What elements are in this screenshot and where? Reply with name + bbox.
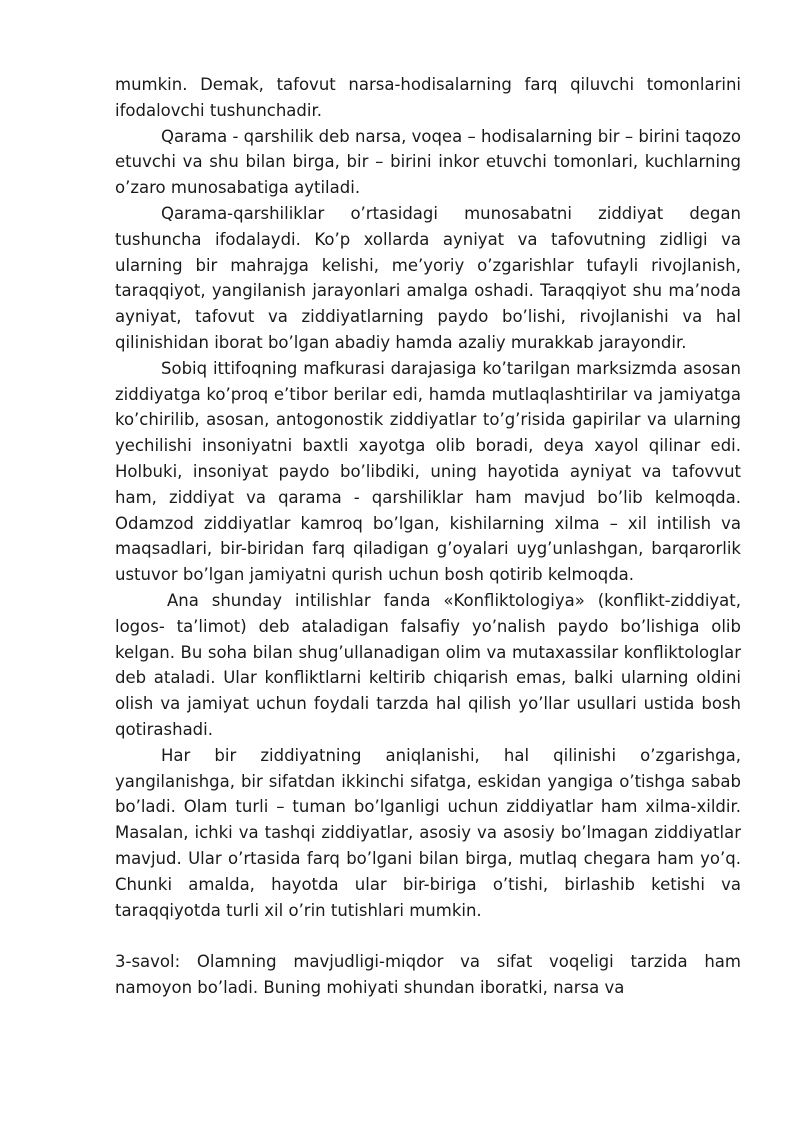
paragraph-resolution: Har bir ziddiyatning aniqlanishi, hal qilinishi o’zgarishga, yangilanishga, bir sifatdan ikkinchi sifatga, eskidan yangiga o’tishga sabab bo’ladi. Olam turli – tuman bo’lganligi uchun ziddiyatlar ham xilma-xildir. Masalan, ichki va tashqi ziddiyatlar, asosiy va asosiy bo’lmagan ziddiyatlar mavjud. Ular o’rtasida farq bo’lgani bilan birga, mutlaq chegara ham yo’q. Chunki amalda, hayotda ular bir-biriga o’tishi, birlashib ketishi va taraqqiyotda turli xil o’rin tutishlari mumkin.	[115, 745, 741, 920]
paragraph-conflictology: Ana shunday intilishlar fanda «Konfliktologiya» (konflikt-ziddiyat, logos- ta’limot) deb ataladigan falsafiy yo’nalish paydo bo’lishiga olib kelgan. Bu soha bilan shug’ullanadigan olim va mutaxassilar konfliktologlar deb ataladi. Ular konfliktlarni keltirib chiqarish emas, balki ularning oldini olish va jamiyat uchun foydali tarzda hal qilish yo’llar usullari ustida bosh qotirashadi.	[115, 590, 741, 739]
document-page	[115, 72, 741, 1001]
paragraph-marxism: Sobiq ittifoqning mafkurasi darajasiga ko’tarilgan marksizmda asosan ziddiyatga ko’proq e’tibor berilar edi, hamda mutlaqlashtirilar va jamiyatga ko’chirilib, asosan, antogonostik ziddiyatlar to’g’risida gapirilar va ularning yechilishi insoniyatni baxtli xayotga olib boradi, deya xayol qilinar edi. Holbuki, insoniyat paydo bo’libdiki, uning hayotida ayniyat va tafovvut ham, ziddiyat va qarama - qarshiliklar ham mavjud bo’lib kelmoqda. Odamzod ziddiyatlar kamroq bo’lgan, kishilarning xilma – xil intilish va maqsadlari, bir-biridan farq qiladigan g’oyalari uyg’unlashgan, barqarorlik ustuvor bo’lgan jamiyatni qurish uchun bosh qotirib kelmoqda.	[115, 358, 741, 585]
paragraph-contradiction-definition: Qarama - qarshilik deb narsa, voqea – hodisalarning bir – birini taqozo etuvchi va shu bilan birga, bir – birini inkor etuvchi tomonlari, kuchlarning o’zaro munosabatiga aytiladi.	[115, 126, 741, 198]
paragraph-question-3: 3-savol: Olamning mavjudligi-miqdor va sifat voqeligi tarzida ham namoyon bo’ladi. Buning mohiyati shundan iboratki, narsa va	[115, 952, 741, 998]
paragraph-gap	[115, 923, 741, 949]
paragraph-continuation: mumkin. Demak, tafovut narsa-hodisalarning farq qiluvchi tomonlarini ifodalovchi tushunchadir.	[115, 75, 741, 120]
paragraph-ziddiyat: Qarama-qarshiliklar o’rtasidagi munosabatni ziddiyat degan tushuncha ifodalaydi. Ko’p xollarda ayniyat va tafovutning zidligi va ularning bir mahrajga kelishi, me’yoriy o’zgarishlar tufayli rivojlanish, taraqqiyot, yangilanish jarayonlari amalga oshadi. Taraqqiyot shu ma’noda ayniyat, tafovut va ziddiyatlarning paydo bo’lishi, rivojlanishi va hal qilinishidan iborat bo’lgan abadiy hamda azaliy murakkab jarayondir.	[115, 203, 741, 352]
